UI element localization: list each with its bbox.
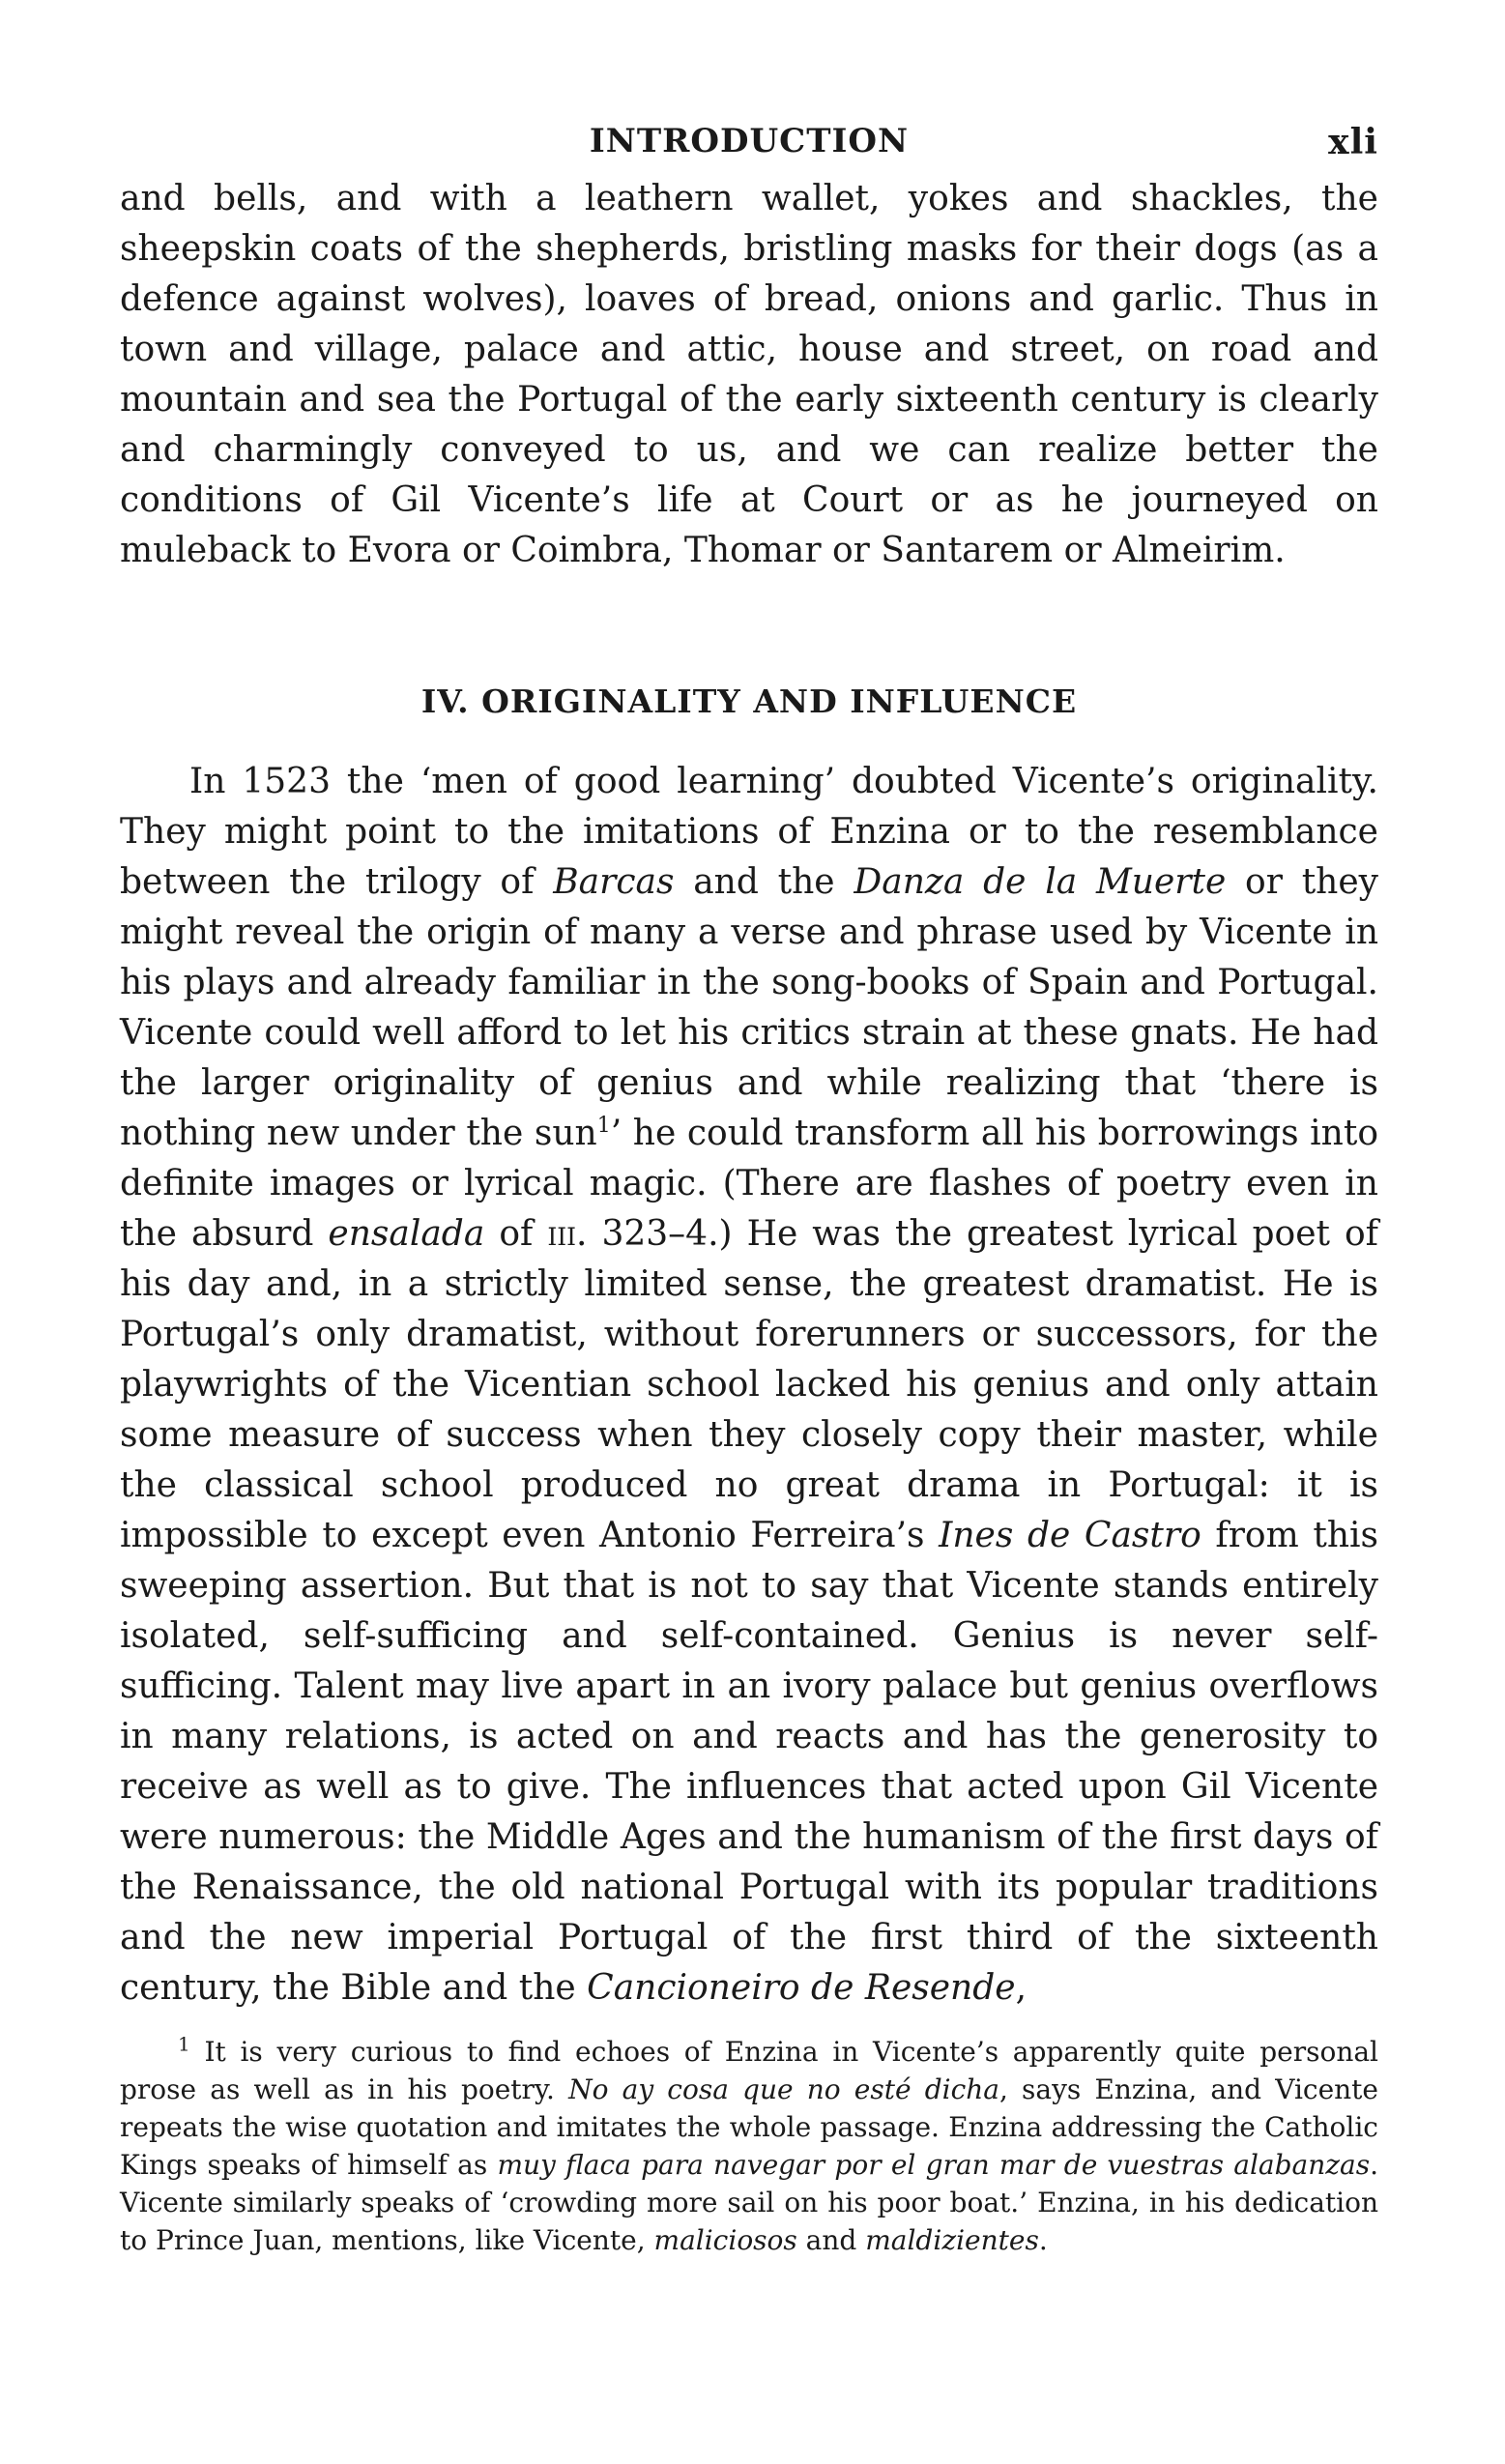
italic-quote: muy flaca para navegar por el gran mar de vuestras alabanzas xyxy=(497,2149,1371,2181)
page-number: xli xyxy=(1328,122,1378,162)
text-run: from this sweeping assertion. But that is not to say that Vicente stands entirely isolated, self-sufficing and self-contained. Genius is never self-sufficing. Talent may live apart in an ivory palace but genius overflows in many relations, is acted on and reacts and has the generosity to receive as well as to give. The influences that acted upon Gil Vicente were numerous: the Middle Ages and the humanism of the first days of the Renaissance, the old national Portugal with its popular traditions and the new imperial Portugal of the first third of the sixteenth century, the Bible and the xyxy=(120,1516,1378,2008)
footnote-marker: 1 xyxy=(178,2032,190,2056)
text-run: , xyxy=(1015,1968,1027,2008)
running-head xyxy=(120,114,1378,172)
italic-title-ines: Ines de Castro xyxy=(939,1516,1201,1555)
text-run: . 323–4.) He was the greatest lyrical poet of his day and, in a strictly limited sense, the greatest dramatist. He is Portugal’s only dramatist, without forerunners or successors, for the playwrights of the Vicentian school lacked his genius and only attain some measure of success when they closely copy their master, while the classical school produced no great drama in Portugal: it is impossible to except even Antonio Ferreira’s xyxy=(120,1214,1378,1555)
italic-word: maliciosos xyxy=(653,2224,797,2256)
italic-quote: No ay cosa que no esté dicha xyxy=(568,2073,999,2105)
book-page xyxy=(120,114,1378,2286)
text-run: or they might reveal the origin of many a verse and phrase used by Vicente in his plays and already familiar in the song-books of Spain and Portugal. Vicente could well afford to let his critics strain at these gnats. He had the larger originality of genius and while realizing that ‘there is nothing new under the sun xyxy=(120,862,1378,1153)
text-run: of xyxy=(484,1214,548,1254)
text-run: and xyxy=(796,2224,866,2256)
footnote-reference: 1 xyxy=(596,1114,611,1138)
paragraph-continuation: and bells, and with a leathern wallet, yokes and shackles, the sheepskin coats of the shepherds, bristling masks for their dogs (as a defence against wolves), loaves of bread, onions and garlic. Thus in town and village, palace and attic, house and street, on road and mountain and sea the Portugal of the early sixteenth century is clearly and charmingly conveyed to us, and we can realize better the conditions of Gil Vicente’s life at Court or as he journeyed on muleback to Evora or Coimbra, Thomar or Santarem or Almeirim. xyxy=(120,179,1378,570)
italic-title-barcas: Barcas xyxy=(553,862,675,902)
running-head-title: INTRODUCTION xyxy=(589,122,910,160)
text-run: . Vicente similarly speaks of ‘crowding more sail on his poor boat.’ Enzina, in his dedication to Prince Juan, mentions, like Vicente, xyxy=(120,2149,1378,2256)
italic-word-ensalada: ensalada xyxy=(328,1214,485,1254)
text-run: , says Enzina, and Vicente repeats the wise quotation and imitates the whole passage. Enzina addressing the Catholic Kings speaks of himself as xyxy=(120,2073,1379,2181)
italic-title-danza: Danza de la Muerte xyxy=(854,862,1227,902)
text-run: It is very curious to find echoes of Enzina in Vicente’s apparently quite personal prose as well as in his poetry. xyxy=(120,2036,1378,2105)
roman-numeral: iii xyxy=(547,1214,576,1254)
section-heading: IV. ORIGINALITY AND INFLUENCE xyxy=(420,682,1078,720)
text-run: . xyxy=(1038,2224,1048,2256)
italic-word: maldizientes xyxy=(865,2224,1039,2256)
text-run: In 1523 the ‘men of good learning’ doubted Vicente’s originality. They might point to the imitations of Enzina or to the resemblance between the trilogy of xyxy=(120,762,1378,902)
italic-title-cancioneiro: Cancioneiro de Resende xyxy=(587,1968,1016,2008)
text-run: and the xyxy=(674,862,854,902)
paragraph-originality xyxy=(120,757,1378,2014)
text-run: ’ he could transform all his borrowings into definite images or lyrical magic. (There are flashes of poetry even in the absurd xyxy=(120,1114,1378,1254)
footnote xyxy=(120,2033,1378,2259)
